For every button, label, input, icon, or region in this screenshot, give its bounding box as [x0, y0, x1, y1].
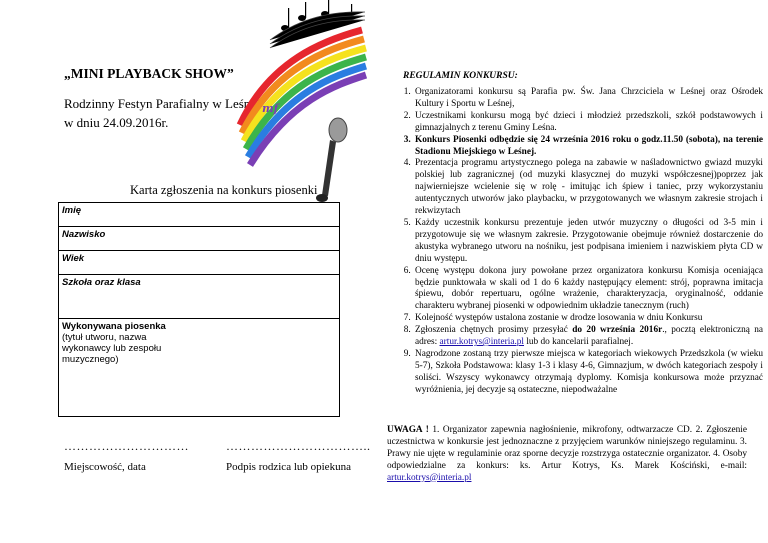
note-heading: UWAGA ! — [387, 425, 429, 435]
svg-text:mf: mf — [262, 102, 279, 115]
rule-item: 1. Organizatorami konkursu są Parafia pw. Św. Jana Chrzciciela w Leśnej oraz Ośrodek Kultury i Sportu w Leśnej, — [413, 87, 763, 111]
regulations-title: REGULAMIN KONKURSU: — [403, 71, 518, 81]
deadline-text: do 20 września 2016r — [572, 325, 663, 336]
place-date-label: Miejscowość, data — [64, 461, 146, 473]
school-field[interactable]: Szkoła oraz klasa — [59, 275, 340, 319]
festival-name: Rodzinny Festyn Parafialny w Leśnej — [64, 96, 260, 111]
rule-item: 6. Ocenę występu dokona jury powołane przez organizatora konkursu Komisja oceniająca będzie punktowała w skali od 1 do 6 każdy następujący element: strój, poprawna imitacja śpiewu, dobór repertuaru, ogólne wrażenie, charakteryzacja, oryginalność, oddanie charakteru wybranej piosenki w odpowiednim układzie tanecznym (ruch) — [413, 266, 763, 314]
rule-item — [413, 325, 763, 349]
rule-item: 5. Każdy uczestnik konkursu prezentuje jeden utwór muzyczny o długości od 3-5 min i przygotowuje się we własnym zakresie. Przygotowanie obejmuje również dostarczenie do akustyka wybranego utworu na nośniku, jest podpisana imieniem i nazwiskiem płyta CD w dniu występu. — [413, 218, 763, 266]
signature-label: Podpis rodzica lub opiekuna — [226, 461, 351, 473]
entry-form-page — [0, 0, 370, 543]
email-link[interactable]: artur.kotrys@interia.pl — [439, 337, 524, 348]
signature-line: …………………………….. — [226, 439, 371, 453]
notes-paragraph — [387, 425, 747, 485]
last-name-field[interactable]: Nazwisko — [59, 227, 340, 251]
form-title: Karta zgłoszenia na konkurs piosenki — [130, 183, 318, 197]
event-title: „MINI PLAYBACK SHOW” — [64, 66, 234, 81]
event-date: w dniu 24.09.2016r. — [64, 115, 169, 130]
first-name-field[interactable]: Imię — [59, 203, 340, 227]
place-date-line: ………………………… — [64, 439, 189, 453]
rule-text: ., pocztą elektroniczną na adres: — [415, 325, 763, 348]
contact-email-link[interactable]: artur.kotrys@interia.pl — [387, 472, 472, 483]
song-label: Wykonywana piosenka — [62, 321, 166, 332]
rule-item: 3. Konkurs Piosenki odbędzie się 24 września 2016 roku o godz.11.50 (sobota), na terenie Stadionu Miejskiego w Leśnej. — [413, 135, 763, 159]
regulations-page — [385, 0, 763, 543]
age-field[interactable]: Wiek — [59, 251, 340, 275]
note-text: 1. Organizator zapewnia nagłośnienie, mikrofony, odtwarzacze CD. 2. Zgłoszenie uczestnictwa w konkursie jest jednoznaczne z przyjęciem warunków niniejszego regulaminu. 3. Prawy nie ujęte w regulaminie oraz sporne decyzje rozstrzyga ostatecznie organizator. 4. Osoby odpowiedzialne za konkurs: ks. Artur Kotrys, Ks. Marek Kościński, e-mail: — [387, 425, 747, 471]
rules-list — [389, 87, 763, 397]
rule-item: 7. Kolejność występów ustalona zostanie w drodze losowania w dniu Konkursu — [413, 313, 763, 325]
song-hint: (tytuł utworu, nazwa wykonawcy lub zespołu muzycznego) — [62, 332, 162, 365]
rule-text: lub do kancelarii parafialnej. — [524, 337, 634, 348]
rule-item: 2. Uczestnikami konkursu mogą być dzieci i młodzież przedszkoli, szkół podstawowych i gimnazjalnych z terenu Gminy Leśna. — [413, 111, 763, 135]
rainbow-music-illustration — [230, 0, 370, 210]
rule-item: 9. Nagrodzone zostaną trzy pierwsze miejsca w kategoriach wiekowych Przedszkola (w wieku 5-7), Szkoła Podstawowa: klasy 1-3 i klasy 4-6, Gimnazjum, w dwóch kategoriach zespoły i soliści. Wszyscy wykonawcy otrzymają dyplomy. Komisja konkursowa może przyznać wyróżnienia, jej decyzje są ostateczne, niepodważalne — [413, 349, 763, 397]
entry-form-table — [58, 202, 340, 417]
rule-item: 4. Prezentacja programu artystycznego polega na zabawie w naśladownictwo gwiazd muzyki polskiej lub zagranicznej (od muzyki klasycznej do muzyki współczesnej)poprzez jak najwierniejsze wcielenie się w rolę - imitując ich śpiew i taniec, przy wykorzystaniu autentycznych utworów jako playbacku, w przygotowanych we własnym zakresie strojach i rekwizytach — [413, 158, 763, 218]
rule-text: Zgłoszenia chętnych prosimy przesyłać — [415, 325, 573, 336]
song-field[interactable] — [59, 319, 340, 417]
